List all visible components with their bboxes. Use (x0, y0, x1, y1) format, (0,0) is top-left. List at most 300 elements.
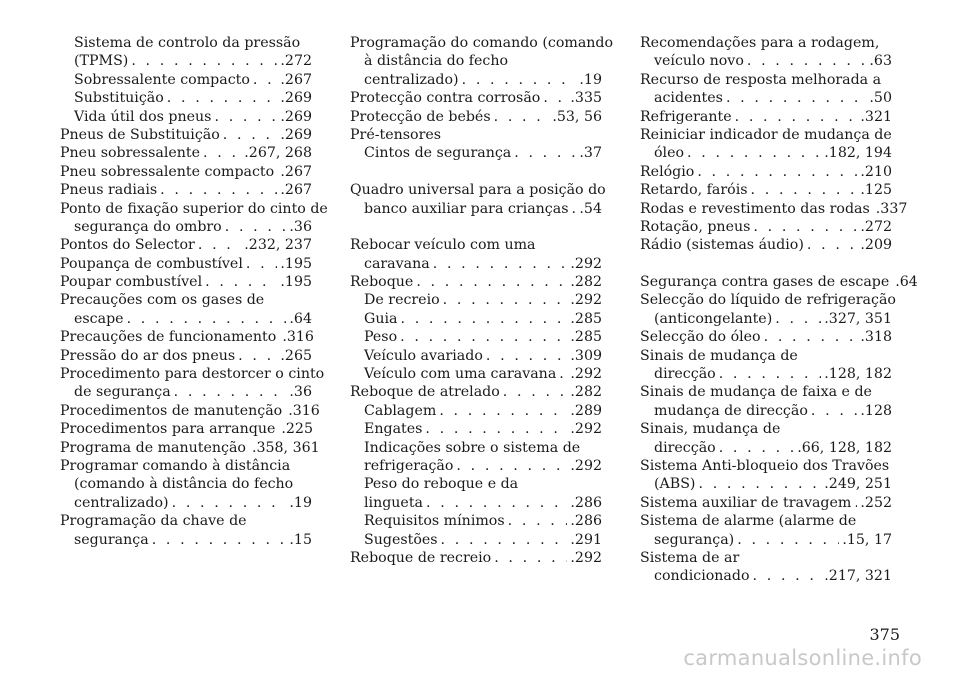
entry-text: Sistema de controlo da pressão (74, 35, 301, 51)
page-reference: .267 (280, 182, 312, 199)
page-reference: .125 (860, 182, 892, 199)
index-entry (640, 181, 892, 199)
dot-leader (223, 126, 278, 144)
index-entry (640, 512, 892, 549)
entry-text: Protecção contra corrosão (350, 90, 541, 107)
index-entry (60, 71, 312, 89)
index-line (640, 531, 892, 549)
page-reference: .291 (570, 531, 602, 548)
index-line (350, 291, 602, 309)
entry-text: Guia (364, 310, 398, 327)
index-entry (350, 402, 602, 420)
entry-text: óleo (654, 145, 685, 162)
index-line (60, 310, 312, 328)
dot-leader (747, 52, 867, 70)
index-line (60, 291, 312, 309)
index-line (640, 52, 892, 70)
index-entry (60, 512, 312, 549)
index-entry (350, 310, 602, 328)
index-entry (640, 347, 892, 384)
page-reference: .36 (289, 384, 312, 401)
entry-text: Selecção do óleo (640, 329, 761, 346)
page-reference: .267 (280, 71, 312, 88)
entry-text: Pneu sobressalente compacto (60, 163, 275, 180)
index-line (60, 347, 312, 365)
page-reference: .53, 56 (552, 108, 602, 125)
entry-text: Cablagem (364, 402, 437, 419)
index-entry (640, 163, 892, 181)
index-line (60, 200, 328, 218)
dot-leader (174, 383, 287, 401)
index-entry (350, 531, 602, 549)
entry-text: Relógio (640, 163, 695, 180)
dot-leader (225, 218, 287, 236)
dot-leader (152, 531, 287, 549)
entry-text: Precauções com os gases de (60, 292, 265, 309)
entry-text: Rebocar veículo com uma (350, 237, 536, 254)
dot-leader (753, 567, 822, 585)
entry-text: (anticongelante) (654, 310, 773, 327)
index-entry (640, 236, 892, 254)
index-line (350, 126, 602, 144)
index-entry (60, 365, 325, 402)
entry-text: Sistema Anti-bloqueio dos Travões (640, 457, 890, 474)
entry-text: direcção (654, 366, 716, 383)
entry-text: Procedimentos de manutenção (60, 402, 283, 419)
entry-text: Retardo, faróis (640, 182, 748, 199)
entry-text: centralizado) (364, 71, 459, 88)
dot-leader (571, 200, 576, 218)
section-gap (350, 163, 602, 181)
index-line (640, 163, 892, 181)
index-line (640, 549, 892, 567)
index-line (350, 457, 602, 475)
index-line (640, 512, 892, 530)
dot-leader (172, 494, 287, 512)
index-entry (350, 236, 602, 273)
entry-text: Peso (364, 329, 398, 346)
dot-leader (198, 236, 241, 254)
index-line (640, 494, 892, 512)
dot-leader (439, 402, 567, 420)
dot-leader (503, 383, 568, 401)
index-line (60, 218, 312, 236)
index-entry (350, 420, 602, 438)
dot-leader (807, 236, 858, 254)
index-line (60, 89, 312, 107)
index-entry (350, 383, 602, 401)
entry-text: Refrigerante (640, 108, 732, 125)
index-line (640, 89, 892, 107)
page-reference: .337 (875, 200, 908, 217)
entry-text: Pneus de Substituição (60, 126, 220, 143)
entry-text: Programação do comando (comando (350, 35, 614, 51)
entry-text: Cintos de segurança (364, 145, 512, 162)
page-reference: .269 (280, 108, 312, 125)
index-entry (60, 236, 312, 254)
entry-text: Sistema de alarme (alarme de (640, 513, 857, 530)
index-line (350, 108, 602, 126)
page-reference: .209 (860, 237, 892, 254)
index-column-1 (60, 34, 328, 549)
dot-leader (203, 144, 241, 162)
page-reference: .252 (860, 494, 892, 511)
entry-text: Recomendações para a rodagem, (640, 35, 880, 51)
index-line (60, 439, 320, 457)
entry-text: Sinais, mudança de (640, 421, 781, 438)
entry-text: caravana (364, 255, 430, 272)
dot-leader (698, 475, 821, 493)
index-line (60, 163, 312, 181)
entry-text: Reboque de recreio (350, 549, 492, 566)
index-entry (640, 71, 892, 108)
index-line (640, 291, 896, 309)
dot-leader (127, 310, 287, 328)
entry-text: lingueta (364, 494, 423, 511)
index-line (350, 531, 602, 549)
index-line (350, 273, 602, 291)
index-line (640, 347, 892, 365)
entry-text: segurança) (654, 531, 735, 548)
index-entry (350, 475, 602, 512)
index-entry (60, 273, 312, 291)
index-line (640, 108, 892, 126)
dot-leader (737, 531, 839, 549)
index-line (350, 347, 602, 365)
entry-text: mudança de direcção (654, 402, 808, 419)
entry-text: Sobressalente compacto (74, 71, 250, 88)
index-entry (350, 291, 602, 309)
entry-text: Precauções de funcionamento (60, 329, 277, 346)
entry-text: de segurança (74, 384, 171, 401)
page-reference: .358, 361 (251, 439, 320, 456)
index-line (640, 236, 892, 254)
entry-text: (TPMS) (74, 53, 129, 70)
index-entry (640, 383, 892, 420)
entry-text: Rodas e revestimento das rodas (640, 200, 870, 217)
dot-leader (456, 457, 567, 475)
dot-leader (205, 273, 277, 291)
entry-text: centralizado) (74, 494, 169, 511)
index-line (640, 181, 892, 199)
index-entry (60, 163, 312, 181)
page-reference: .249, 251 (824, 476, 892, 493)
index-line (350, 89, 602, 107)
entry-text: escape (74, 310, 124, 327)
index-entry (350, 347, 602, 365)
page-reference: .292 (570, 366, 602, 383)
entry-text: segurança do ombro (74, 218, 222, 235)
page-reference: .195 (280, 274, 312, 291)
index-entry (60, 420, 312, 438)
page-reference: .267 (280, 163, 312, 180)
page-reference: .128, 182 (824, 366, 892, 383)
index-line (640, 144, 892, 162)
dot-leader (775, 310, 821, 328)
dot-leader (753, 218, 857, 236)
entry-text: banco auxiliar para crianças (364, 200, 569, 217)
index-entry (640, 420, 892, 457)
page-reference: .286 (570, 494, 602, 511)
entry-text: Veículo com uma caravana (364, 366, 557, 383)
index-entry (640, 218, 892, 236)
entry-text: Substituição (74, 90, 164, 107)
index-entry (350, 34, 614, 89)
entry-text: Poupar combustível (60, 274, 203, 291)
entry-text: Requisitos mínimos (364, 513, 505, 530)
index-line (350, 328, 602, 346)
index-line (350, 549, 602, 567)
index-line (350, 439, 602, 457)
index-line (350, 512, 602, 530)
index-line (350, 402, 602, 420)
page-reference: .292 (570, 421, 602, 438)
page-reference: .286 (570, 513, 602, 530)
entry-text: Vida útil dos pneus (74, 108, 212, 125)
page-reference: .316 (288, 402, 320, 419)
page-reference: .232, 237 (244, 237, 312, 254)
entry-text: acidentes (654, 90, 723, 107)
page-reference: .265 (280, 347, 312, 364)
index-entry (350, 549, 602, 567)
index-line (60, 255, 312, 273)
page-reference: .335 (570, 90, 602, 107)
index-entry (640, 34, 892, 71)
index-entry (60, 89, 312, 107)
index-entry (640, 328, 892, 346)
index-entry (60, 347, 312, 365)
index-line (350, 494, 602, 512)
page-reference: .292 (570, 457, 602, 474)
entry-text: Segurança contra gases de escape (640, 274, 890, 291)
index-line (60, 420, 312, 438)
index-entry (60, 457, 312, 512)
index-line (60, 512, 312, 530)
index-line (60, 71, 312, 89)
entry-text: Pneus radiais (60, 182, 158, 199)
entry-text: direcção (654, 439, 716, 456)
index-column-3 (640, 34, 918, 586)
index-line (640, 328, 892, 346)
index-entry (640, 457, 892, 494)
page-reference: .217, 321 (824, 568, 892, 585)
dot-leader (486, 347, 568, 365)
entry-text: Reboque de atrelado (350, 384, 500, 401)
page-reference: .292 (570, 549, 602, 566)
dot-leader (697, 163, 857, 181)
index-entry (640, 273, 918, 291)
page-reference: .15, 17 (842, 531, 892, 548)
entry-text: Poupança de combustível (60, 255, 243, 272)
index-entry (640, 200, 908, 218)
entry-text: Programa de manutenção (60, 439, 246, 456)
dot-leader (811, 402, 858, 420)
entry-text: (ABS) (654, 476, 696, 493)
entry-text: Sistema de ar (640, 549, 740, 566)
index-line (350, 255, 602, 273)
index-entry (60, 402, 320, 420)
entry-text: Programar comando à distância (60, 457, 291, 474)
index-line (60, 108, 312, 126)
entry-text: (comando à distância do fecho (74, 476, 294, 493)
index-entry (60, 328, 312, 346)
index-line (350, 365, 602, 383)
page-reference: .128 (860, 402, 892, 419)
index-entry (350, 89, 602, 107)
page-reference: .321 (860, 108, 892, 125)
index-entry (640, 549, 892, 586)
index-line (60, 144, 312, 162)
dot-leader (246, 255, 278, 273)
dot-leader (433, 255, 568, 273)
dot-leader (167, 89, 278, 107)
entry-text: Procedimento para destorcer o cinto (60, 366, 325, 383)
index-line (640, 200, 908, 218)
dot-leader (559, 365, 567, 383)
index-line (640, 567, 892, 585)
dot-leader (400, 328, 567, 346)
dot-leader (238, 347, 277, 365)
page-reference: .36 (289, 218, 312, 235)
index-entry (60, 126, 312, 144)
index-entry (640, 108, 892, 126)
dot-leader (494, 549, 567, 567)
entry-text: Sugestões (364, 531, 438, 548)
dot-leader (425, 420, 567, 438)
entry-text: Veículo avariado (364, 347, 483, 364)
index-line (350, 475, 602, 493)
page-reference: .37 (579, 145, 602, 162)
page-reference: .19 (289, 494, 312, 511)
index-entry (60, 291, 312, 328)
index-line (640, 420, 892, 438)
entry-text: Pré-tensores (350, 126, 442, 143)
page-reference: .64 (895, 274, 918, 291)
index-line (350, 52, 602, 70)
index-line (60, 126, 312, 144)
index-entry (60, 108, 312, 126)
entry-text: Ponto de fixação superior do cinto de (60, 200, 328, 217)
dot-leader (751, 181, 858, 199)
index-entry (350, 181, 606, 218)
page-reference: .318 (860, 329, 892, 346)
page-reference: .54 (579, 200, 602, 217)
index-entry (640, 291, 896, 328)
index-line (640, 365, 892, 383)
index-line (640, 71, 892, 89)
entry-text: Quadro universal para a posição do (350, 182, 606, 199)
index-line (60, 34, 312, 52)
entry-text: De recreio (364, 292, 440, 309)
index-line (640, 383, 892, 401)
index-line (640, 475, 892, 493)
page-reference: .309 (570, 347, 602, 364)
entry-text: refrigeração (364, 457, 454, 474)
dot-leader (400, 310, 567, 328)
index-line (60, 52, 312, 70)
page-reference: .289 (570, 402, 602, 419)
index-line (640, 273, 918, 291)
entry-text: veículo novo (654, 53, 744, 70)
dot-leader (687, 144, 821, 162)
index-line (60, 181, 312, 199)
dot-leader (462, 71, 577, 89)
entry-text: Sinais de mudança de (640, 347, 798, 364)
dot-leader (854, 494, 857, 512)
index-line (640, 218, 892, 236)
entry-text: Protecção de bebés (350, 108, 491, 125)
page-reference: .267, 268 (244, 145, 312, 162)
dot-leader (416, 273, 567, 291)
index-line (60, 475, 312, 493)
index-line (60, 494, 312, 512)
dot-leader (719, 439, 795, 457)
section-gap (640, 255, 892, 273)
entry-text: Rádio (sistemas áudio) (640, 237, 804, 254)
index-entry (350, 512, 602, 530)
entry-text: segurança (74, 531, 149, 548)
entry-text: condicionado (654, 568, 750, 585)
page-number: 375 (869, 625, 900, 644)
page-reference: .269 (280, 126, 312, 143)
dot-leader (160, 181, 277, 199)
page-reference: .285 (570, 329, 602, 346)
entry-text: Engates (364, 421, 423, 438)
index-entry (350, 328, 602, 346)
page-reference: .66, 128, 182 (797, 439, 892, 456)
index-entry (350, 108, 602, 126)
page-reference: .272 (280, 53, 312, 70)
index-line (60, 383, 312, 401)
entry-text: à distância do fecho (364, 53, 509, 70)
entry-text: Sistema auxiliar de travagem (640, 494, 852, 511)
index-line (350, 34, 614, 52)
page-reference: .282 (570, 274, 602, 291)
dot-leader (735, 108, 858, 126)
index-line (60, 402, 320, 420)
page-reference: .182, 194 (824, 145, 892, 162)
index-line (60, 531, 312, 549)
page-reference: .292 (570, 255, 602, 272)
index-entry (60, 255, 312, 273)
entry-text: Reiniciar indicador de mudança de (640, 126, 892, 143)
index-entry (640, 494, 892, 512)
dot-leader (719, 365, 822, 383)
dot-leader (764, 328, 858, 346)
entry-text: Procedimentos para arranque (60, 421, 276, 438)
entry-text: Pontos do Selector (60, 237, 195, 254)
section-gap (350, 218, 602, 236)
page-reference: .272 (860, 218, 892, 235)
page-reference: .285 (570, 310, 602, 327)
index-entry (60, 144, 312, 162)
dot-leader (443, 291, 568, 309)
dot-leader (441, 531, 568, 549)
page-reference: .225 (281, 421, 313, 438)
index-line (60, 457, 312, 475)
index-line (350, 181, 606, 199)
index-entry (60, 439, 320, 457)
dot-leader (726, 89, 866, 107)
index-line (640, 457, 892, 475)
entry-text: Pressão do ar dos pneus (60, 347, 236, 364)
index-line (60, 273, 312, 291)
index-line (640, 439, 892, 457)
entry-text: Programação da chave de (60, 513, 247, 530)
dot-leader (131, 52, 277, 70)
page-reference: .292 (570, 292, 602, 309)
watermark: carmanualsonline.info (683, 646, 922, 670)
